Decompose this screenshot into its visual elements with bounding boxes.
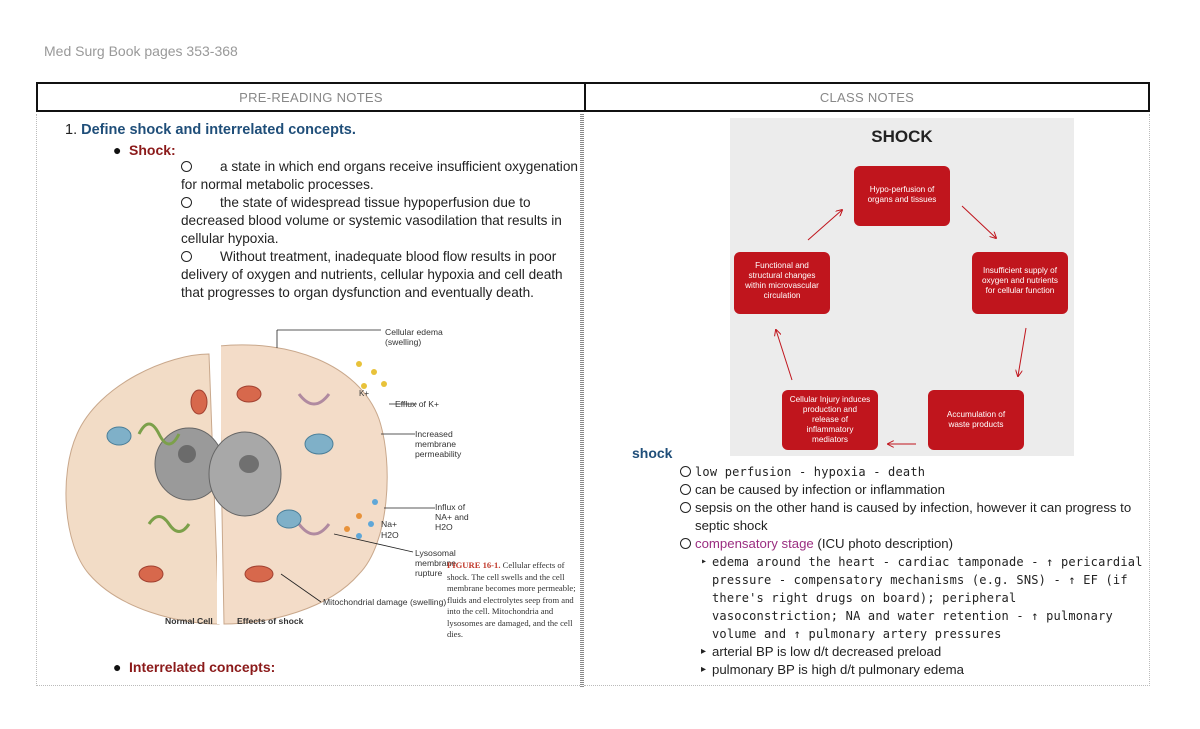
figure-number: FIGURE 16-1. [447,560,501,570]
hollow-circle-icon [181,251,192,262]
label-edema-2: (swelling) [385,337,422,347]
note-item: low perfusion - hypoxia - death [680,463,1150,481]
hollow-circle-icon [680,466,691,477]
svg-text:organs and tissues: organs and tissues [867,195,937,204]
label-perm-2: membrane [415,439,457,449]
svg-text:mediators: mediators [812,435,848,444]
nucleus-right [209,432,281,516]
label-lyso-2: membrane [415,558,457,568]
note-item: compensatory stage (ICU photo description) [680,535,1150,553]
svg-text:Hypo-perfusion of: Hypo-perfusion of [869,185,935,194]
figure-caption-text: Cellular effects of shock. The cell swells and the cell membrane becomes more permeable; fluids and electrolytes seep from and into the cell. Mitochondria and lysosomes are damaged, and the cell dies. [447,560,576,639]
label-lyso-1: Lysosomal [415,548,456,558]
question-title: Define shock and interrelated concepts. [81,122,356,138]
svg-text:structural changes: structural changes [748,271,816,280]
note-item: sepsis on the other hand is caused by infection, however it can progress to septic shock [680,499,1150,535]
sub-note-item: ▸ edema around the heart - cardiac tamponade - ↑ pericardial pressure - compensatory mechanisms (e.g. SNS) - ↑ EF (if there's right drugs on board); peripheral vasoconstriction; NA and water retention - ↑ pulmonary volume and ↑ pulmonary artery pressures [701,555,1143,641]
mitochondrion [245,566,273,582]
question-1 [65,122,356,138]
svg-text:waste products: waste products [948,420,1004,429]
cell-effects-figure [59,324,469,626]
definition-text: the state of widespread tissue hypoperfusion due to decreased blood volume or systemic vasodilation that results in cellular hypoxia. [181,195,562,246]
svg-text:circulation: circulation [763,291,801,300]
label-effects-of-shock: Effects of shock [237,616,304,626]
svg-text:Cellular Injury induces: Cellular Injury induces [789,395,871,404]
label-influx-3: H2O [435,522,453,532]
bullet-dot-icon: ● [113,142,122,158]
triangle-bullet-icon: ▸ [701,646,707,657]
definition-item [181,248,581,302]
shock-heading: Shock: [129,142,176,158]
label-na: Na+ [381,519,398,529]
label-perm-1: Increased [415,429,453,439]
label-lyso-3: rupture [415,568,443,578]
label-mito: Mitochondrial damage (swelling) [323,597,447,607]
figure-caption [447,560,582,641]
sub-note-item: ▸ pulmonary BP is high d/t pulmonary edema [701,662,964,677]
label-perm-3: permeability [415,449,462,459]
label-h2o: H2O [381,530,399,540]
shock-cycle-diagram [730,118,1074,456]
class-notes-list [680,463,1150,679]
svg-text:oxygen and nutrients: oxygen and nutrients [981,276,1059,285]
diagram-title: SHOCK [871,127,933,146]
notes-table-header [36,82,1150,112]
pre-reading-header: PRE-READING NOTES [38,84,586,110]
label-edema: Cellular edema [385,327,443,337]
hollow-circle-icon [680,538,691,549]
label-influx-1: Influx of [435,502,466,512]
label-k: K+ [359,389,370,398]
svg-text:for cellular function: for cellular function [985,286,1055,295]
pre-reading-column [36,114,582,686]
class-notes-header: CLASS NOTES [819,89,915,105]
hollow-circle-icon [181,161,192,172]
hollow-circle-icon [181,197,192,208]
vesicle [107,427,131,445]
label-efflux: Efflux of K+ [394,399,439,409]
svg-text:Accumulation of: Accumulation of [946,410,1006,419]
definition-item [181,158,581,194]
definition-item [181,194,581,248]
note-item: can be caused by infection or inflammation [680,481,1150,499]
svg-text:within microvascular: within microvascular [745,281,819,290]
question-number: 1. [65,122,78,138]
sub-note-item: ▸ arterial BP is low d/t decreased preload [701,644,942,659]
definition-text: Without treatment, inadequate blood flow results in poor delivery of oxygen and nutrients, cellular hypoxia and cell death that progresses to organ dysfunction and eventually death. [181,249,563,300]
svg-text:inflammatory: inflammatory [806,425,854,434]
svg-text:production and: production and [802,405,858,414]
label-normal-cell: Normal Cell [165,616,213,626]
interrelated-heading: Interrelated concepts: [129,659,276,675]
label-influx-2: NA+ and [435,512,469,522]
page-header: Med Surg Book pages 353-368 [44,43,238,59]
svg-text:release of: release of [812,415,848,424]
svg-text:Insufficient supply of: Insufficient supply of [982,266,1058,275]
triangle-bullet-icon: ▸ [701,664,707,675]
shock-notes-heading: shock [632,445,673,461]
hollow-circle-icon [680,484,691,495]
triangle-bullet-icon: ▸ [701,556,708,567]
hollow-circle-icon [680,502,691,513]
class-notes-column [584,114,1150,686]
svg-text:Functional and: Functional and [755,261,809,270]
bullet-dot-icon: ● [113,659,122,675]
definition-text: a state in which end organs receive insufficient oxygenation for normal metabolic processes. [181,159,578,192]
